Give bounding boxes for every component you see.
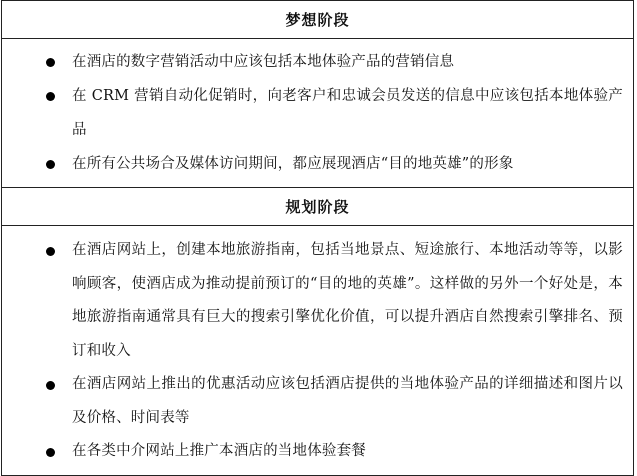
section-header-planning — [2, 188, 633, 226]
list-item-text: 在各类中介网站上推广本酒店的当地体验套餐 — [72, 443, 366, 459]
list-item — [2, 45, 633, 79]
bullet-icon — [46, 448, 55, 457]
bullet-icon — [46, 58, 55, 67]
list-item-text: 在所有公共场合及媒体访问期间，都应展现酒店“目的地英雄”的形象 — [72, 156, 514, 172]
bullet-icon — [46, 247, 55, 256]
bullet-icon — [46, 160, 55, 169]
list-item — [2, 79, 633, 147]
section-title-dream: 梦想阶段 — [285, 11, 350, 29]
list-item — [2, 435, 633, 469]
content-table — [1, 0, 634, 476]
list-item-text: 在酒店的数字营销活动中应该包括本地体验产品的营销信息 — [72, 54, 455, 70]
list-item-text: 在酒店网站上，创建本地旅游指南，包括当地景点、短途旅行、本地活动等等，以影响顾客，使酒店成为推动提前预订的“目的地的英雄”。这样做的另外一个好处是，本地旅游指南通常具有巨大的搜索引擎优化价值，可以提升酒店自然搜索引擎排名、预订和收入 — [72, 242, 623, 359]
section-body-planning — [2, 226, 633, 475]
list-item — [2, 234, 633, 368]
list-item — [2, 368, 633, 435]
section-header-dream — [2, 1, 633, 39]
section-title-planning: 规划阶段 — [285, 198, 350, 216]
list-item-text: 在 CRM 营销自动化促销时，向老客户和忠诚会员发送的信息中应该包括本地体验产品 — [72, 88, 623, 138]
bullet-icon — [46, 381, 55, 390]
bullet-icon — [46, 92, 55, 101]
section-body-dream — [2, 39, 633, 188]
list-item-text: 在酒店网站上推出的优惠活动应该包括酒店提供的当地体验产品的详细描述和图片以及价格、时间表等 — [72, 376, 623, 426]
list-item — [2, 147, 633, 181]
